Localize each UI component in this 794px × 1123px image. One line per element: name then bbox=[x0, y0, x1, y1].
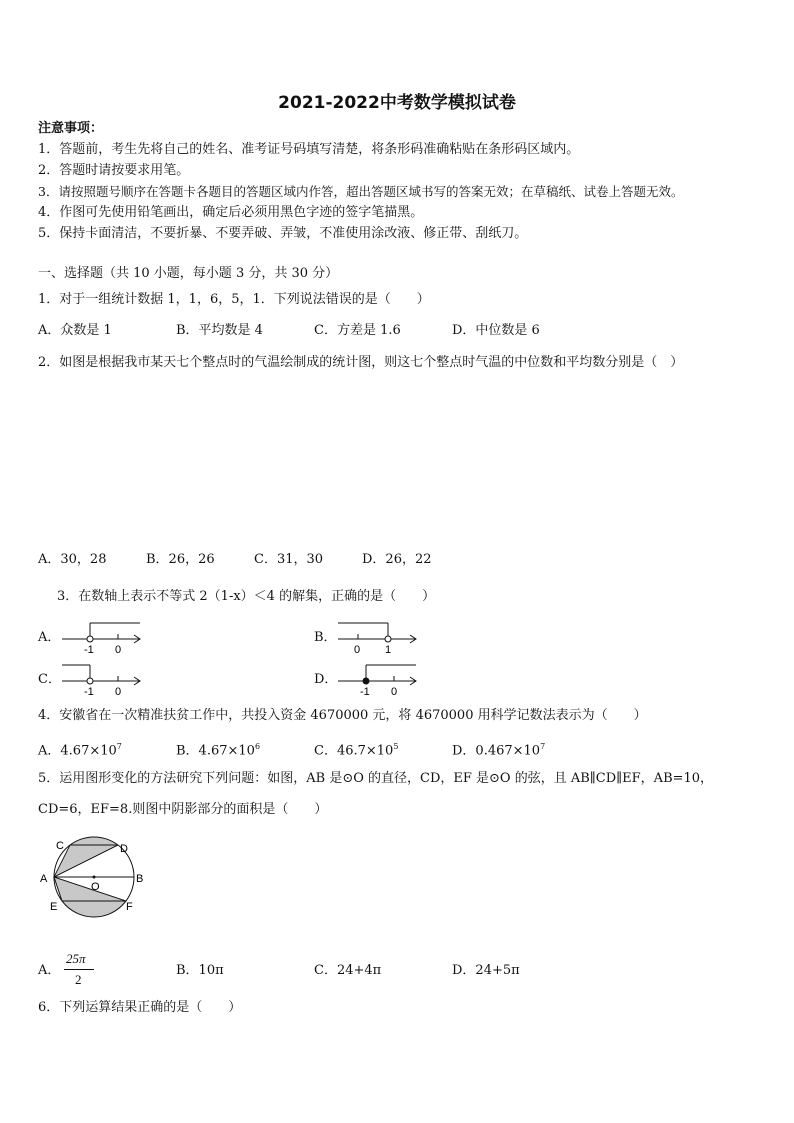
point-label-a: A bbox=[40, 873, 48, 885]
question-5-option-a-label: A． bbox=[38, 963, 61, 978]
question-1-option-a: A．众数是 1 bbox=[38, 323, 112, 338]
notice-item-1: 1．答题前，考生先将自己的姓名、准考证号码填写清楚，将条形码准确粘贴在条形码区域内。 bbox=[38, 142, 580, 157]
point-label-d: D bbox=[120, 843, 128, 855]
point-label-c: C bbox=[56, 840, 64, 852]
question-3-option-c-label: C． bbox=[38, 672, 61, 687]
exponent: 6 bbox=[254, 742, 261, 751]
question-1-option-d: D．中位数是 6 bbox=[452, 323, 540, 338]
question-5-option-d: D．24+5π bbox=[452, 963, 520, 978]
fraction-denominator: 2 bbox=[75, 972, 82, 987]
notice-item-3: 3．请按照题号顺序在答题卡各题目的答题区域内作答，超出答题区域书写的答案无效；在草稿纸、试卷上答题无效。 bbox=[38, 184, 684, 199]
point-label-f: F bbox=[126, 901, 133, 913]
tick-label: 0 bbox=[115, 686, 122, 698]
page-title: 2021-2022中考数学模拟试卷 bbox=[278, 93, 516, 113]
question-1-option-c: C．方差是 1.6 bbox=[314, 323, 401, 338]
fraction-bar bbox=[64, 969, 94, 970]
question-3-stem: 3．在数轴上表示不等式 2（1-x）＜4 的解集，正确的是（ ） bbox=[57, 589, 436, 604]
point-label-o: O bbox=[91, 881, 100, 893]
question-4-option-c bbox=[314, 739, 398, 759]
option-text: B．4.67×10 bbox=[176, 743, 255, 759]
number-line-c bbox=[60, 661, 144, 699]
notice-item-5: 5．保持卡面清洁，不要折暴、不要弄破、弄皱，不准使用涂改液、修正带、刮纸刀。 bbox=[38, 226, 528, 241]
question-2-option-a: A．30，28 bbox=[38, 552, 107, 567]
notice-heading: 注意事项： bbox=[38, 121, 104, 136]
question-5-stem-line2: CD=6，EF=8.则图中阴影部分的面积是（ ） bbox=[38, 802, 328, 817]
tick-label: -1 bbox=[84, 644, 94, 656]
number-line-a bbox=[60, 619, 144, 657]
question-4-option-b bbox=[176, 739, 260, 759]
question-2-option-d: D．26，22 bbox=[362, 552, 432, 567]
question-4-option-a bbox=[38, 739, 122, 759]
question-4-option-d bbox=[452, 739, 545, 759]
circle-figure bbox=[34, 836, 150, 918]
question-3-option-b-label: B． bbox=[314, 630, 337, 645]
question-2-option-b: B．26，26 bbox=[146, 552, 215, 567]
notice-item-4: 4．作图可先使用铅笔画出，确定后必须用黑色字迹的签字笔描黑。 bbox=[38, 205, 424, 220]
option-text: D．0.467×10 bbox=[452, 743, 541, 759]
question-5-option-b: B．10π bbox=[176, 963, 224, 978]
exponent: 7 bbox=[540, 742, 546, 751]
question-1-stem: 1．对于一组统计数据 1，1，6，5，1．下列说法错误的是（ ） bbox=[38, 292, 430, 307]
notice-item-2: 2．答题时请按要求用笔。 bbox=[38, 163, 190, 178]
question-4-stem: 4．安徽省在一次精准扶贫工作中，共投入资金 4670000 元，将 4670000 用科学记数法表示为（ ） bbox=[38, 708, 647, 723]
point-label-e: E bbox=[50, 901, 58, 913]
tick-label: -1 bbox=[84, 686, 94, 698]
tick-label: 0 bbox=[354, 644, 361, 656]
question-2-stem: 2．如图是根据我市某天七个整点时的气温绘制成的统计图，则这七个整点时气温的中位数和平均数分别是（ ） bbox=[38, 355, 684, 370]
option-text: A．4.67×10 bbox=[38, 743, 117, 759]
tick-label: 0 bbox=[115, 644, 122, 656]
point-label-b: B bbox=[136, 873, 144, 885]
exponent: 5 bbox=[393, 742, 399, 751]
number-line-d bbox=[336, 661, 420, 699]
question-5-stem-line1: 5．运用图形变化的方法研究下列问题：如图，AB 是⊙O 的直径，CD，EF 是⊙O 的弦，且 AB∥CD∥EF，AB=10， bbox=[38, 771, 714, 786]
tick-label: -1 bbox=[360, 686, 370, 698]
question-6-stem: 6．下列运算结果正确的是（ ） bbox=[38, 1000, 242, 1015]
tick-label: 0 bbox=[391, 686, 398, 698]
option-text: C．46.7×10 bbox=[314, 743, 394, 759]
fraction-numerator: 25π bbox=[66, 951, 86, 966]
exponent: 7 bbox=[116, 742, 122, 751]
number-line-b bbox=[336, 619, 420, 657]
question-2-option-c: C．31，30 bbox=[254, 552, 324, 567]
section-heading: 一、选择题（共 10 小题，每小题 3 分，共 30 分） bbox=[38, 266, 339, 281]
question-1-option-b: B．平均数是 4 bbox=[176, 323, 263, 338]
tick-label: 1 bbox=[385, 644, 392, 656]
question-5-option-c: C．24+4π bbox=[314, 963, 382, 978]
question-3-option-a-label: A． bbox=[38, 630, 61, 645]
question-3-option-d-label: D． bbox=[314, 672, 338, 687]
